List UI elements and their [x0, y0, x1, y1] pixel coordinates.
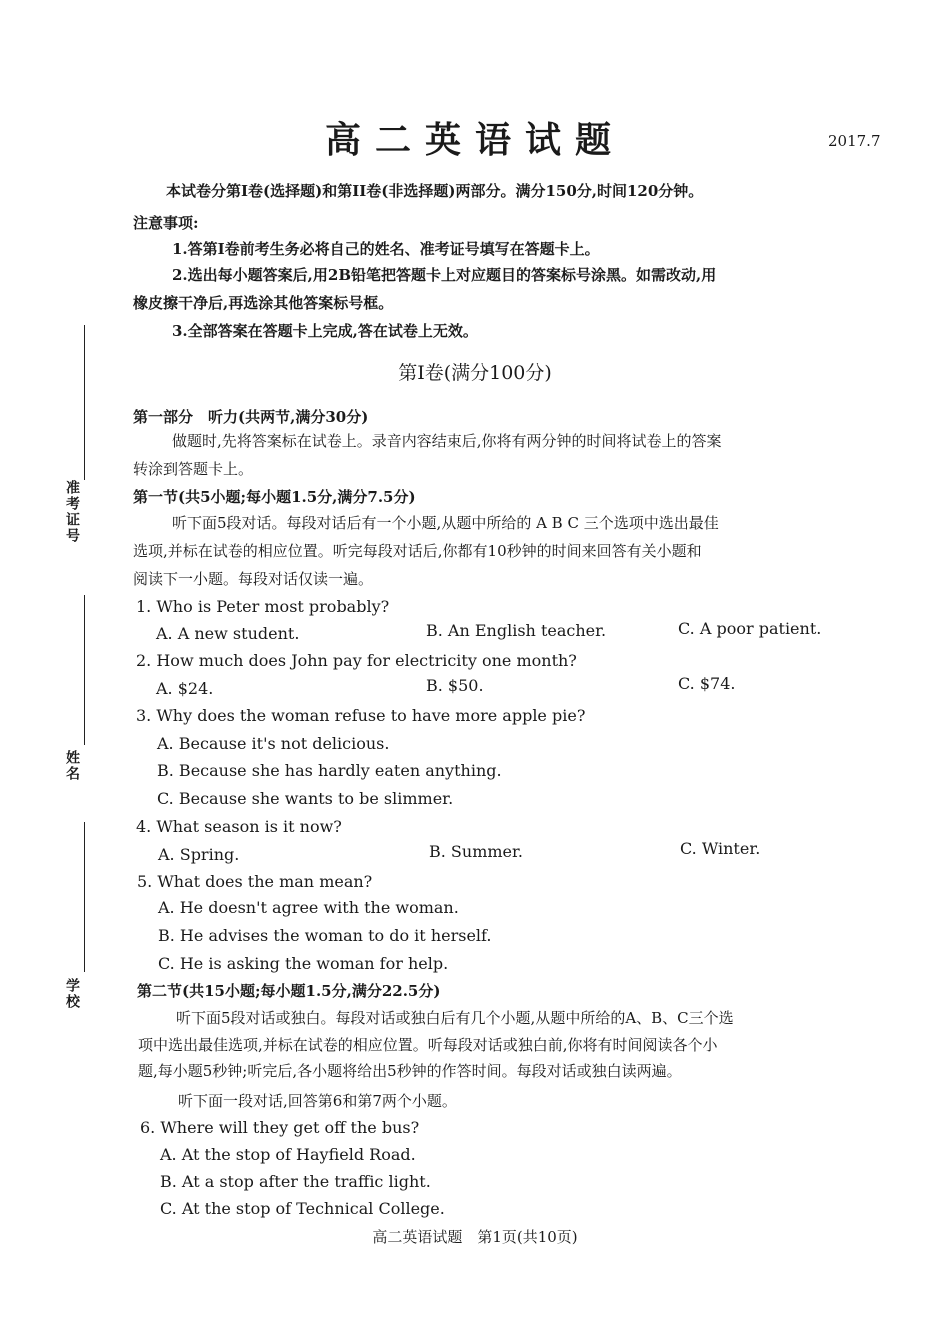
question-4-option-c: C. Winter.	[680, 839, 761, 858]
note-item-3: 3.全部答案在答题卡上完成,答在试卷上无效。	[172, 322, 478, 340]
section2-instruction: 听下面一段对话,回答第6和第7两个小题。	[178, 1092, 457, 1110]
question-6-stem: 6. Where will they get off the bus?	[140, 1118, 420, 1137]
question-2-option-c: C. $74.	[678, 674, 736, 693]
question-4-stem: 4. What season is it now?	[136, 817, 342, 836]
school-label: 学校	[64, 978, 80, 1010]
part1-desc-line-1: 做题时,先将答案标在试卷上。录音内容结束后,你将有两分钟的时间将试卷上的答案	[172, 432, 722, 450]
note-item-2-line-2: 橡皮擦干净后,再选涂其他答案标号框。	[133, 294, 394, 312]
section2-heading: 第二节(共15小题;每小题1.5分,满分22.5分)	[137, 982, 441, 1000]
exam-date: 2017.7	[828, 132, 881, 150]
question-3-option-c: C. Because she wants to be slimmer.	[157, 789, 454, 808]
question-6-option-a: A. At the stop of Hayfield Road.	[160, 1145, 416, 1164]
notes-heading: 注意事项:	[133, 214, 199, 232]
page-title: 高二英语试题	[324, 119, 625, 161]
section1-desc-line-3: 阅读下一小题。每段对话仅读一遍。	[133, 570, 374, 588]
question-2-option-b: B. $50.	[426, 676, 484, 695]
question-4-option-b: B. Summer.	[429, 842, 523, 861]
question-5-stem: 5. What does the man mean?	[137, 872, 373, 891]
note-item-2-line-1: 2.选出每小题答案后,用2B铅笔把答题卡上对应题目的答案标号涂黑。如需改动,用	[172, 266, 717, 284]
question-2-stem: 2. How much does John pay for electricity one month?	[136, 651, 577, 670]
question-1-option-a: A. A new student.	[156, 624, 300, 643]
exam-number-line	[84, 325, 85, 480]
name-label: 姓名	[64, 750, 80, 782]
section1-heading: 第一节(共5小题;每小题1.5分,满分7.5分)	[133, 488, 416, 506]
question-5-option-c: C. He is asking the woman for help.	[158, 954, 449, 973]
question-3-stem: 3. Why does the woman refuse to have more apple pie?	[136, 706, 586, 725]
question-1-option-c: C. A poor patient.	[678, 619, 822, 638]
school-line	[84, 822, 85, 972]
question-1-stem: 1. Who is Peter most probably?	[136, 597, 390, 616]
intro-text: 本试卷分第Ⅰ卷(选择题)和第II卷(非选择题)两部分。满分150分,时间120分钟。	[166, 182, 704, 200]
volume-title: 第Ⅰ卷(满分100分)	[398, 362, 552, 384]
part1-desc-line-2: 转涂到答题卡上。	[133, 460, 254, 478]
question-6-option-c: C. At the stop of Technical College.	[160, 1199, 445, 1218]
question-4-option-a: A. Spring.	[158, 845, 240, 864]
question-6-option-b: B. At a stop after the traffic light.	[160, 1172, 431, 1191]
section2-desc-line-2: 项中选出最佳选项,并标在试卷的相应位置。听每段对话或独白前,你将有时间阅读各个小	[138, 1036, 718, 1054]
question-3-option-a: A. Because it's not delicious.	[157, 734, 390, 753]
section1-desc-line-2: 选项,并标在试卷的相应位置。听完每段对话后,你都有10秒钟的时间来回答有关小题和	[133, 542, 702, 560]
question-5-option-a: A. He doesn't agree with the woman.	[158, 898, 459, 917]
exam-number-label: 准考证号	[64, 480, 80, 544]
page-footer: 高二英语试题 第1页(共10页)	[372, 1228, 578, 1246]
question-1-option-b: B. An English teacher.	[426, 621, 607, 640]
section2-desc-line-1: 听下面5段对话或独白。每段对话或独白后有几个小题,从题中所给的A、B、C三个选	[176, 1009, 734, 1027]
question-5-option-b: B. He advises the woman to do it herself.	[158, 926, 492, 945]
question-3-option-b: B. Because she has hardly eaten anything.	[157, 761, 502, 780]
part1-heading: 第一部分 听力(共两节,满分30分)	[133, 408, 369, 426]
section2-desc-line-3: 题,每小题5秒钟;听完后,各小题将给出5秒钟的作答时间。每段对话或独白读两遍。	[138, 1062, 682, 1080]
section1-desc-line-1: 听下面5段对话。每段对话后有一个小题,从题中所给的 A B C 三个选项中选出最佳	[172, 514, 719, 532]
name-line	[84, 595, 85, 745]
note-item-1: 1.答第Ⅰ卷前考生务必将自己的姓名、准考证号填写在答题卡上。	[172, 240, 600, 258]
question-2-option-a: A. $24.	[156, 679, 214, 698]
